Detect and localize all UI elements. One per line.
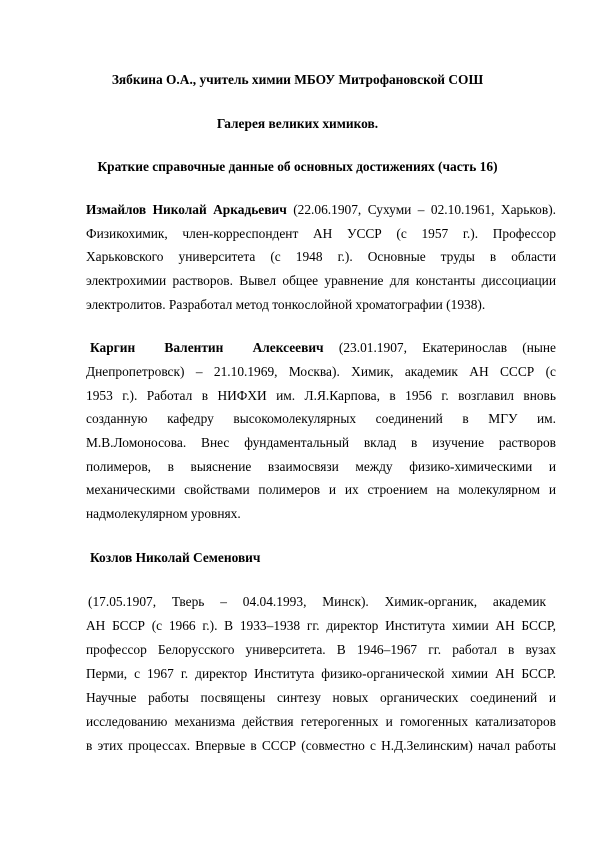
entry-1-line-1	[86, 202, 556, 218]
entry-3-line-1: (17.05.1907, Тверь – 04.04.1993, Минск). Химик-органик, академик	[88, 594, 546, 609]
gallery-title: Галерея великих химиков.	[216, 116, 379, 131]
entry-1-line-3: Харьковского университета (с 1948 г.). Основные труды в области	[86, 249, 556, 264]
entry-2-name: Каргин Валентин Алексеевич	[90, 340, 324, 355]
entry-1-line-4: электрохимии растворов. Вывел общее уравнение для константы диссоциации	[86, 273, 556, 288]
entry-2-text: (23.01.1907, Екатеринослав (ныне	[323, 340, 556, 355]
entry-2-line-1	[90, 340, 556, 356]
entry-3-line-4: Перми, с 1967 г. директор Института физико-органической химии АН БССР.	[86, 666, 556, 681]
entry-2-line-8: надмолекулярном уровнях.	[86, 506, 241, 521]
author-line: Зябкина О.А., учитель химии МБОУ Митрофановской СОШ	[111, 72, 484, 87]
entry-2-line-6: полимеров, в выяснение взаимосвязи между физико-химическими и	[86, 459, 556, 474]
entry-2-line-5: М.В.Ломоносова. Внес фундаментальный вклад в изучение растворов	[86, 435, 556, 450]
entry-3-line-7: в этих процессах. Впервые в СССР (совместно с Н.Д.Зелинским) начал работы	[86, 738, 556, 753]
entry-1-line-2: Физикохимик, член-корреспондент АН УССР (с 1957 г.). Профессор	[86, 226, 556, 241]
entry-3-name: Козлов Николай Семенович	[90, 550, 261, 565]
entry-2-line-2: Днепропетровск) – 21.10.1969, Москва). Химик, академик АН СССР (с	[86, 364, 556, 379]
entry-3-line-2: АН БССР (с 1966 г.). В 1933–1938 гг. директор Института химии АН БССР,	[86, 618, 556, 633]
entry-3-line-3: профессор Белорусского университета. В 1946–1967 гг. работал в вузах	[86, 642, 556, 657]
entry-2-line-3: 1953 г.). Работал в НИФХИ им. Л.Я.Карпова, в 1956 г. возглавил вновь	[86, 388, 556, 403]
entry-1-text: (22.06.1907, Сухуми – 02.10.1961, Харьков).	[286, 202, 556, 217]
entry-1-line-5: электролитов. Разработал метод тонкослойной хроматографии (1938).	[86, 297, 486, 312]
subtitle: Краткие справочные данные об основных достижениях (часть 16)	[97, 159, 498, 174]
entry-2-line-4: созданную кафедру высокомолекулярных соединений в МГУ им.	[86, 411, 556, 426]
entry-3-name-line	[90, 550, 560, 566]
entry-3-line-5: Научные работы посвящены синтезу новых органических соединений и	[86, 690, 556, 705]
entry-2-line-7: механическими свойствами полимеров и их строением на молекулярном и	[86, 482, 556, 497]
entry-1-name: Измайлов Николай Аркадьевич	[86, 202, 287, 217]
entry-3-line-6: исследованию механизма действия гетерогенных и гомогенных катализаторов	[86, 714, 556, 729]
